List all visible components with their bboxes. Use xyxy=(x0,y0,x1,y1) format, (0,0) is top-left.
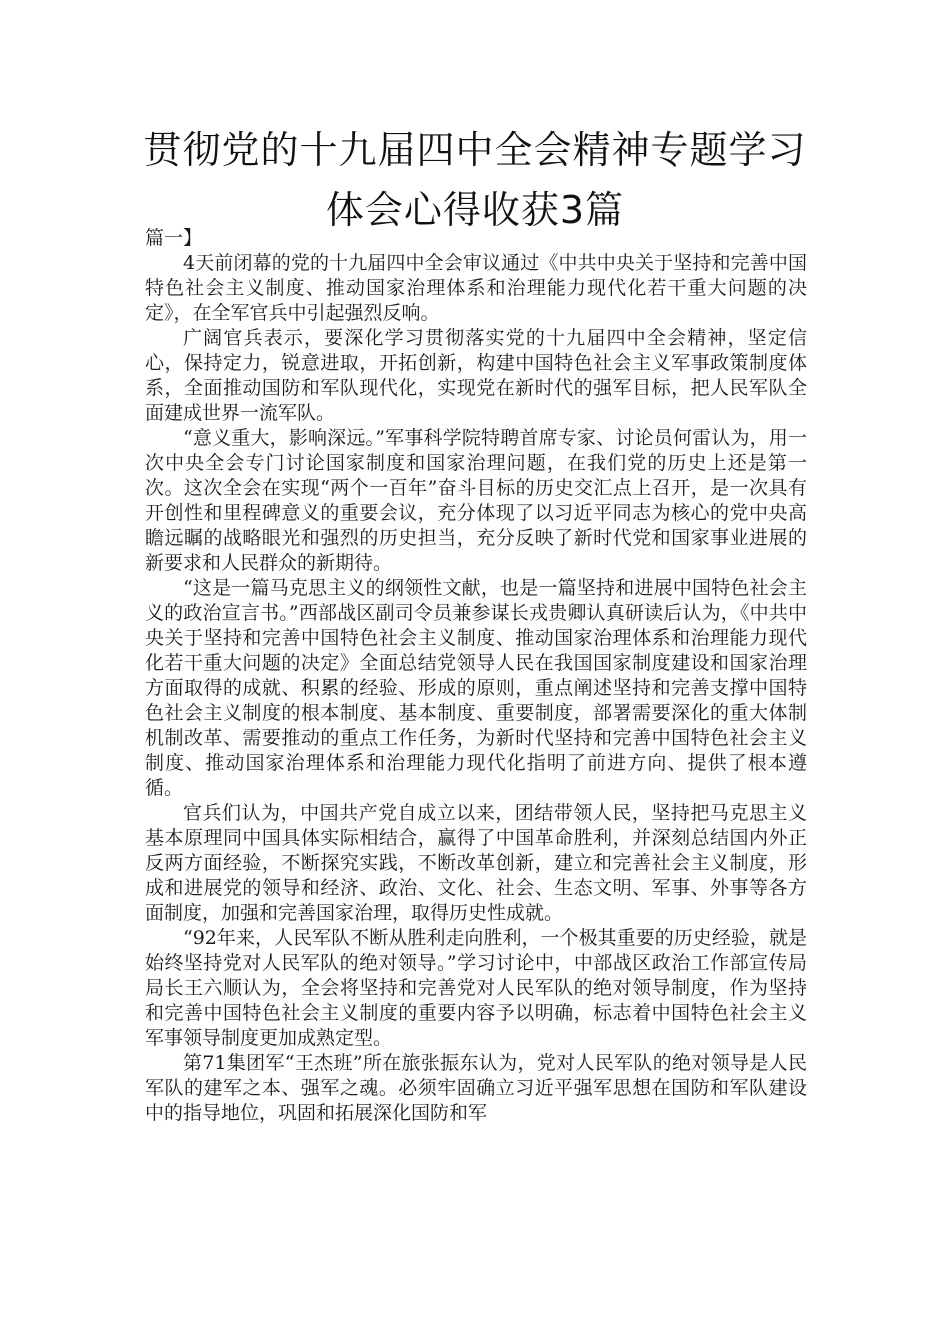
paragraph: “意义重大，影响深远。”军事科学院特聘首席专家、讨论员何雷认为，用一次中央全会专门讨论国家制度和国家治理问题，在我们党的历史上还是第一次。这次全会在实现“两个一百年”奋斗目标的历史交汇点上召开，是一次具有开创性和里程碑意义的重要会议，充分体现了以习近平同志为核心的党中央高瞻远瞩的战略眼光和强烈的历史担当，充分反映了新时代党和国家事业进展的新要求和人民群众的新期待。 xyxy=(145,427,807,574)
document-body xyxy=(145,226,807,1126)
document-title xyxy=(100,120,850,240)
title-line-2: 体会心得收获3篇 xyxy=(325,188,625,232)
section-label: 篇一】 xyxy=(145,227,203,249)
title-line-1: 贯彻党的十九届四中全会精神专题学习 xyxy=(143,128,807,172)
paragraph: 官兵们认为，中国共产党自成立以来，团结带领人民，坚持把马克思主义基本原理同中国具体实际相结合，赢得了中国革命胜利，并深刻总结国内外正反两方面经验，不断探究实践，不断改革创新，建立和完善社会主义制度，形成和进展党的领导和经济、政治、文化、社会、生态文明、军事、外事等各方面制度，加强和完善国家治理，取得历史性成就。 xyxy=(145,802,807,924)
paragraph: 第71集团军“王杰班”所在旅张振东认为，党对人民军队的绝对领导是人民军队的建军之本、强军之魂。必须牢固确立习近平强军思想在国防和军队建设中的指导地位，巩固和拓展深化国防和军 xyxy=(145,1052,807,1124)
paragraph: “92年来，人民军队不断从胜利走向胜利，一个极其重要的历史经验，就是始终坚持党对人民军队的绝对领导。”学习讨论中，中部战区政治工作部宣传局局长王六顺认为，全会将坚持和完善党对人民军队的绝对领导制度，作为坚持和完善中国特色社会主义制度的重要内容予以明确，标志着中国特色社会主义军事领导制度更加成熟定型。 xyxy=(145,927,807,1049)
paragraph: 广阔官兵表示，要深化学习贯彻落实党的十九届四中全会精神，坚定信心，保持定力，锐意进取，开拓创新，构建中国特色社会主义军事政策制度体系，全面推动国防和军队现代化，实现党在新时代的强军目标，把人民军队全面建成世界一流军队。 xyxy=(145,327,807,424)
paragraph: 4天前闭幕的党的十九届四中全会审议通过《中共中央关于坚持和完善中国特色社会主义制度、推动国家治理体系和治理能力现代化若干重大问题的决定》，在全军官兵中引起强烈反响。 xyxy=(145,252,807,324)
paragraph: “这是一篇马克思主义的纲领性文献，也是一篇坚持和进展中国特色社会主义的政治宣言书。”西部战区副司令员兼参谋长戎贵卿认真研读后认为，《中共中央关于坚持和完善中国特色社会主义制度、推动国家治理体系和治理能力现代化若干重大问题的决定》全面总结党领导人民在我国国家制度建设和国家治理方面取得的成就、积累的经验、形成的原则，重点阐述坚持和完善支撑中国特色社会主义制度的根本制度、基本制度、重要制度，部署需要深化的重大体制机制改革、需要推动的重点工作任务，为新时代坚持和完善中国特色社会主义制度、推动国家治理体系和治理能力现代化指明了前进方向、提供了根本遵循。 xyxy=(145,577,807,799)
